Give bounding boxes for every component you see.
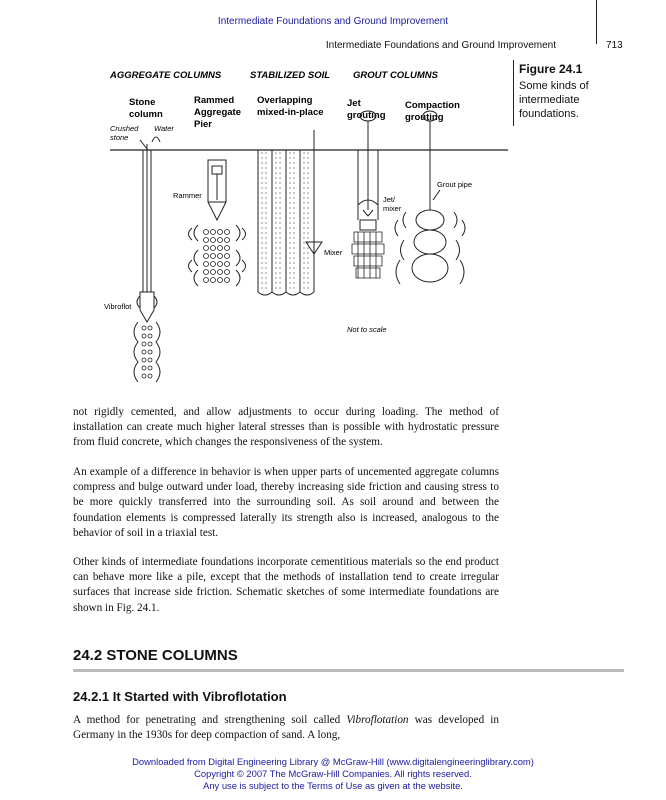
label-stone-2: column: [129, 109, 163, 120]
figure-intermediate-foundations: [100, 60, 510, 390]
pier-fill: [204, 230, 230, 283]
drawing-jet-grouting: [352, 111, 384, 278]
paragraph-1: [73, 405, 499, 451]
label-vibroflot: Vibroflot: [104, 302, 132, 311]
section-rule: [73, 669, 624, 672]
drawing-overlapping-columns: [258, 130, 322, 295]
footer-copyright: Copyright © 2007 The McGraw-Hill Companies. All rights reserved.: [194, 768, 472, 779]
stone-fill: [142, 326, 152, 378]
label-comp-2: grouting: [405, 112, 444, 123]
label-overlapping: [257, 95, 324, 118]
label-jet-2: grouting: [347, 110, 386, 121]
group-stabilized-soil: STABILIZED SOIL: [250, 70, 331, 81]
label-overlap-2: mixed-in-place: [257, 107, 324, 118]
label-water: Water: [154, 124, 174, 133]
group-grout-columns: GROUT COLUMNS: [353, 70, 438, 81]
label-rammed-aggregate-pier: [194, 95, 241, 130]
paragraph-4: [73, 713, 499, 743]
jet-column: [352, 232, 384, 278]
overlap-hatching: [262, 152, 308, 290]
label-not-to-scale: Not to scale: [347, 325, 387, 334]
label-overlap-1: Overlapping: [257, 95, 313, 106]
running-head-top: Intermediate Foundations and Ground Improvement: [217, 16, 449, 27]
running-head: Intermediate Foundations and Ground Improvement: [325, 40, 556, 51]
label-jet-mixer-1: Jet/: [383, 195, 396, 204]
header-divider: [596, 0, 597, 44]
drawing-compaction-grouting: [395, 111, 465, 284]
drawing-stone-column: [134, 137, 160, 382]
figure-caption: [519, 62, 629, 121]
figure-number: Figure 24.1: [519, 62, 583, 76]
label-stone-1: Stone: [129, 97, 156, 108]
footer-terms: Any use is subject to the Terms of Use as given at the website.: [203, 780, 463, 791]
paragraph-4-a: A method for penetrating and strengthening soil called: [73, 714, 347, 726]
label-rammer: Rammer: [173, 191, 202, 200]
label-jet-1: Jet: [347, 98, 361, 109]
label-jet-mixer-2: mixer: [383, 204, 402, 213]
paragraph-2-text: An example of a difference in behavior is when upper parts of uncemented aggregate columns compress and bulge outward under load, thereby increasing side friction and causing stress to be more quickly transferred into the surrounding soil. As soil around and between the foundation elements is compressed laterally its strength also is increased, analogous to the behavior of soil in a triaxial test.: [73, 466, 499, 539]
label-stone-column: [129, 97, 163, 120]
label-grout-pipe: Grout pipe: [437, 180, 473, 189]
caption-bar: [513, 60, 514, 126]
label-jet-grouting: [347, 98, 386, 121]
label-mixer: Mixer: [324, 248, 343, 257]
label-rap-2: Aggregate: [194, 107, 241, 118]
paragraph-4-b: was developed in Germany in the 1930s for deep compaction of sand. A long,: [73, 714, 500, 742]
paragraph-3-text: Other kinds of intermediate foundations incorporate cementitious materials so the end product can behave more like a pile, except that the methods of installation tend to create irregular surfaces that increase side friction. Schematic sketches of some intermediate foundations are shown in Fig. 24.1.: [73, 556, 499, 614]
paragraph-4-text: [73, 713, 499, 743]
subsection-heading: 24.2.1 It Started with Vibroflotation: [73, 689, 287, 704]
footer-download: Downloaded from Digital Engineering Library @ McGraw-Hill (www.digitalengineeringlibrary.com): [132, 756, 534, 767]
paragraph-3: [73, 555, 499, 616]
drawing-rammed-aggregate-pier: [189, 160, 246, 286]
paragraph-4-em: Vibroflotation: [346, 714, 409, 726]
paragraph-2: [73, 465, 499, 541]
group-aggregate-columns: AGGREGATE COLUMNS: [110, 70, 222, 81]
section-heading: 24.2 STONE COLUMNS: [73, 647, 238, 664]
label-crushed-stone: stone: [110, 133, 129, 142]
paragraph-1-text: not rigidly cemented, and allow adjustments to occur during loading. The method of installation can create much higher lateral stresses than is possible with hydrostatic pressure from fluid concrete, which changes the responsiveness of the system.: [73, 406, 499, 449]
label-comp-1: Compaction: [405, 100, 460, 111]
label-rap-3: Pier: [194, 119, 212, 130]
label-crushed: Crushed: [110, 124, 139, 133]
callouts: [104, 180, 472, 311]
figure-caption-text: Some kinds of intermediate foundations.: [519, 80, 589, 120]
label-rap-1: Rammed: [194, 95, 235, 106]
page-number: 713: [606, 40, 623, 51]
